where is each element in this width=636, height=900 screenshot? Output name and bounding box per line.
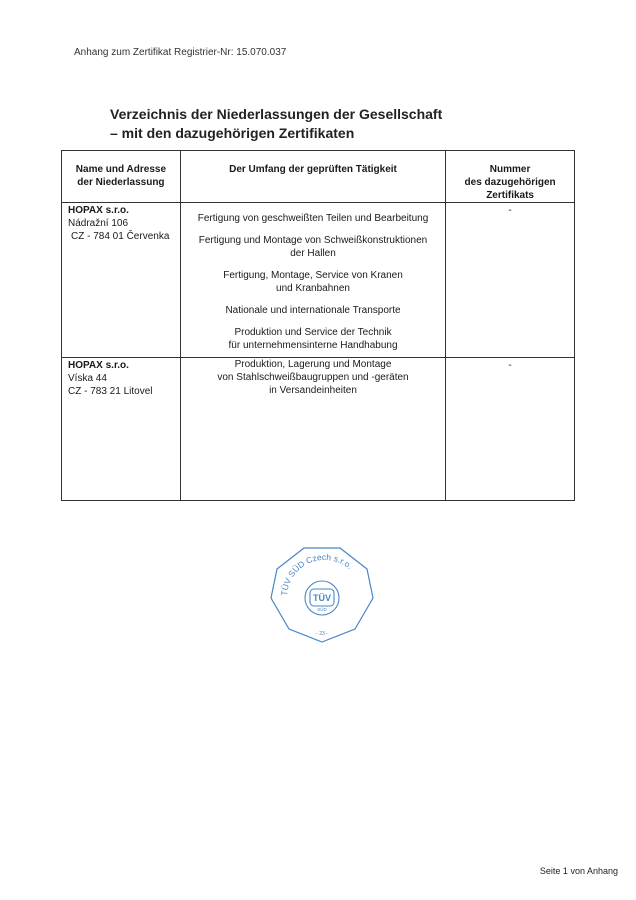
- certificate-number: -: [446, 203, 575, 358]
- branch-company: HOPAX s.r.o.: [68, 360, 129, 371]
- scope-text: in Versandeinheiten: [269, 385, 357, 396]
- scope-text: Produktion, Lagerung und Montage: [234, 359, 392, 370]
- scope-item: [187, 304, 439, 317]
- header-text: Name und Adresse: [75, 164, 167, 175]
- header-text: der Niederlassung: [77, 177, 165, 188]
- scope-text: und Kranbahnen: [276, 283, 350, 294]
- header-text: Zertifikats: [486, 190, 534, 201]
- title-line-2: – mit den dazugehörigen Zertifikaten: [110, 125, 355, 141]
- scope-text: für unternehmensinterne Handhabung: [228, 340, 398, 351]
- branch-address: [62, 203, 181, 358]
- tuv-stamp: [267, 545, 377, 645]
- scope-text: Fertigung und Montage von Schweißkonstruktionen: [198, 235, 428, 246]
- scope-item: [187, 269, 439, 295]
- table-header-row: [62, 151, 575, 203]
- scope-text: von Stahlschweißbaugruppen und -geräten: [217, 372, 409, 383]
- branch-scope: [180, 203, 445, 358]
- stamp-ring-text: TÜV SÜD Czech s.r.o.: [278, 551, 355, 597]
- stamp-number: - 23 -: [316, 631, 328, 637]
- header-name-address: [62, 151, 181, 203]
- certificate-number: -: [446, 358, 575, 501]
- table-row: [62, 203, 575, 358]
- header-scope: [180, 151, 445, 203]
- scope-item: [187, 234, 439, 260]
- header-text: Der Umfang der geprüften Tätigkeit: [229, 164, 397, 175]
- scope-item: [187, 326, 439, 352]
- document-title: [110, 105, 442, 143]
- page-footer: Seite 1 von Anhang: [539, 866, 618, 876]
- table-row: [62, 358, 575, 501]
- branch-street: Víska 44: [68, 373, 107, 384]
- certificate-reference: Anhang zum Zertifikat Registrier-Nr: 15.070.037: [74, 47, 287, 58]
- scope-item: [187, 212, 439, 225]
- scope-text: Produktion und Service der Technik: [234, 327, 392, 338]
- branch-scope: [180, 358, 445, 501]
- title-line-1: Verzeichnis der Niederlassungen der Gesellschaft: [110, 106, 443, 122]
- stamp-logo-sub: SÜD: [317, 607, 327, 612]
- scope-text: Fertigung von geschweißten Teilen und Bearbeitung: [197, 213, 429, 224]
- branch-city: CZ - 783 21 Litovel: [68, 386, 153, 397]
- branch-street: Nádražní 106: [68, 218, 129, 229]
- branch-city: CZ - 784 01 Červenka: [71, 231, 170, 242]
- header-certificate-number: [446, 151, 575, 203]
- scope-text: Nationale und internationale Transporte: [225, 305, 401, 316]
- branches-table: [61, 150, 575, 501]
- scope-text: der Hallen: [290, 248, 336, 259]
- branch-address: [62, 358, 181, 501]
- header-text: des dazugehörigen: [464, 177, 556, 188]
- scope-text: Fertigung, Montage, Service von Kranen: [223, 270, 403, 281]
- branch-company: HOPAX s.r.o.: [68, 205, 129, 216]
- stamp-logo-text: TÜV: [313, 593, 331, 603]
- header-text: Nummer: [489, 164, 531, 175]
